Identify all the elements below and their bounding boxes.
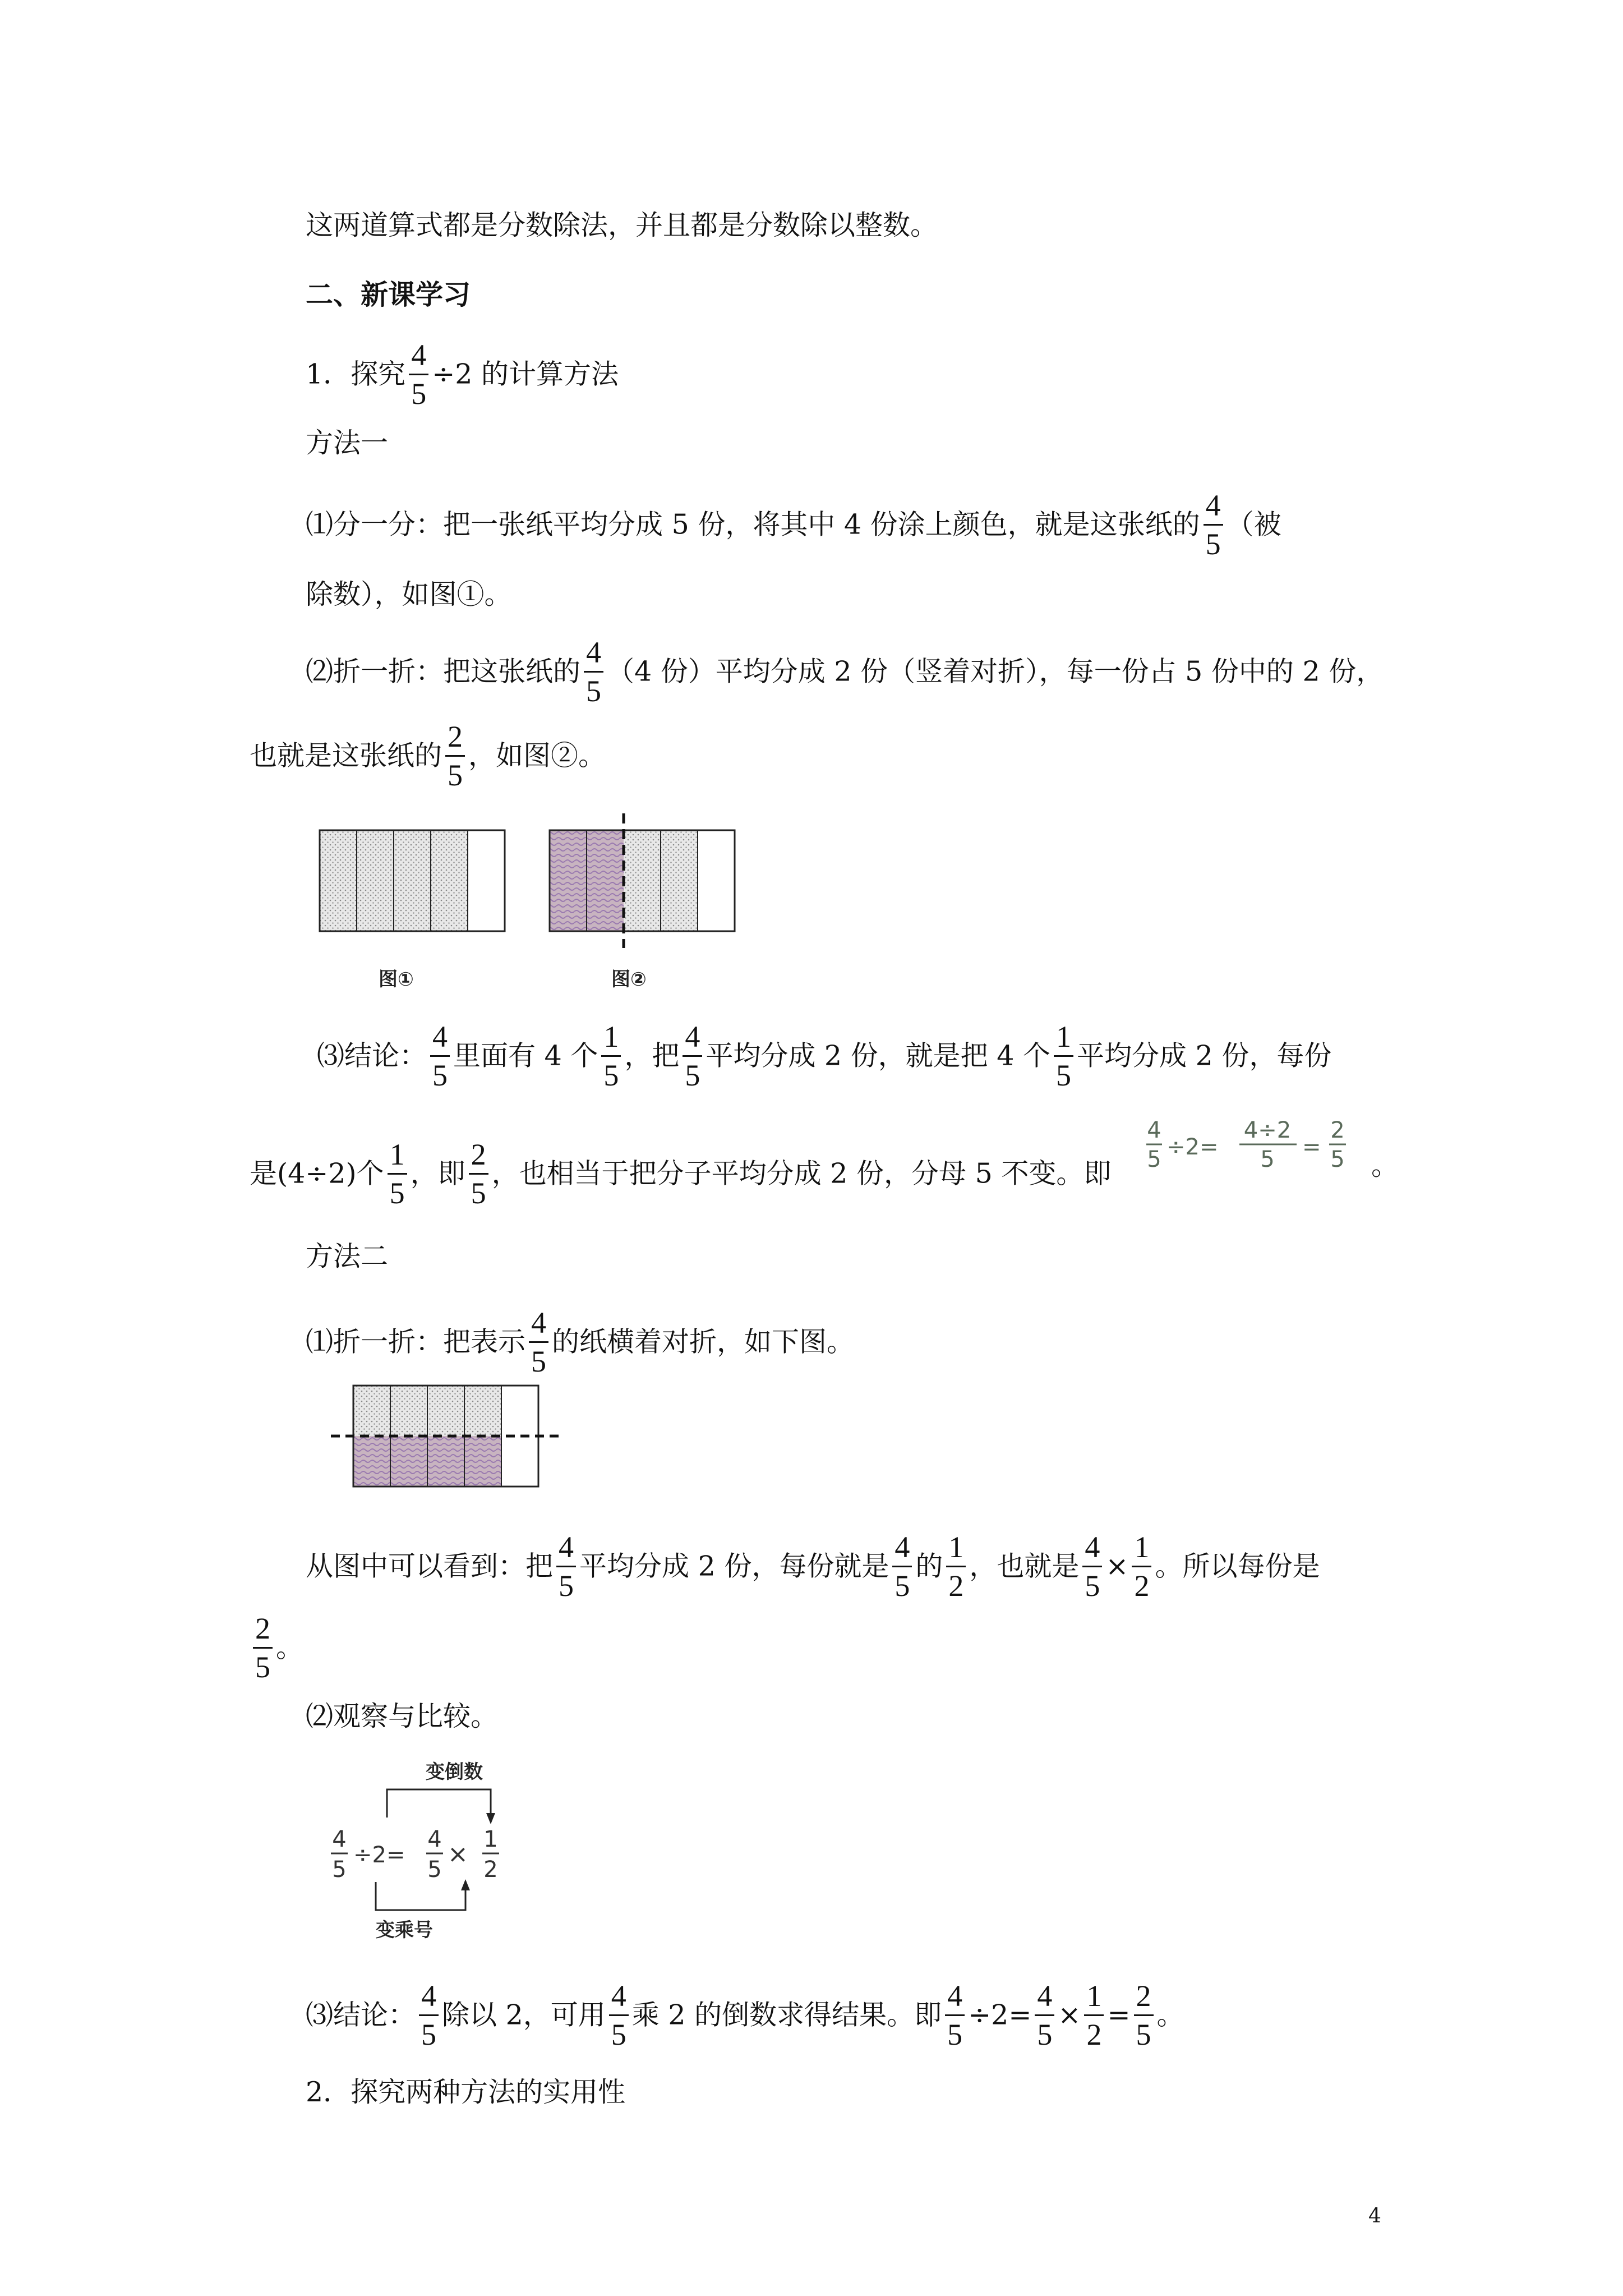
figure-1-caption: 图① xyxy=(379,968,414,991)
equation-period: 。 xyxy=(1371,1149,1399,1181)
section-heading: 二、新课学习 xyxy=(306,278,471,311)
fraction-four-fifths: $\frac{4}{5}$ xyxy=(584,634,603,710)
svg-text:5: 5 xyxy=(1330,1147,1345,1172)
observation-text-cont: $\frac{2}{5}$ 。 xyxy=(250,1610,303,1686)
observation-text: 从图中可以看到：把 $\frac{4}{5}$ 平均分成 2 份，每份就是 $\frac{4}{5}$ 的 $\frac{1}{2}$ ，也就是 $\frac{4}{5}$ × $\frac{1}{2}$ 。所以每份是 xyxy=(306,1529,1320,1604)
horizontal-fold-figure xyxy=(325,1380,572,1498)
svg-text:5: 5 xyxy=(332,1857,347,1883)
paper-figures xyxy=(314,813,740,948)
method-2-fold-text: ⑴折一折：把表示 $\frac{4}{5}$ 的纸横着对折，如下图。 xyxy=(306,1304,854,1380)
svg-text:5: 5 xyxy=(1147,1147,1161,1172)
svg-text:÷2=: ÷2= xyxy=(1166,1134,1219,1160)
svg-text:2: 2 xyxy=(1330,1117,1345,1143)
equation-image xyxy=(1144,1111,1368,1184)
conclusion-1-text: ⑶结论： $\frac{4}{5}$ 里面有 4 个 $\frac{1}{5}$ ，把 $\frac{4}{5}$ 平均分成 2 份，就是把 4 个 $\frac{1}{5}$ 平均分成 2 份，每份 xyxy=(317,1018,1331,1094)
step-divide-text-cont: 除数），如图①。 xyxy=(306,578,512,610)
svg-text:1: 1 xyxy=(483,1826,498,1852)
svg-text:4: 4 xyxy=(427,1826,442,1852)
svg-text:4: 4 xyxy=(1147,1117,1161,1143)
method-1-label: 方法一 xyxy=(306,427,389,459)
step-fold-text-cont: 也就是这张纸的 $\frac{2}{5}$ ，如图②。 xyxy=(250,718,606,794)
diagram-bottom-label: 变乘号 xyxy=(376,1919,433,1941)
conclusion-2-text: ⑶结论： $\frac{4}{5}$ 除以 2，可用 $\frac{4}{5}$ 乘 2 的倒数求得结果。即 $\frac{4}{5}$ ÷2= $\frac{4}{5}$ × $\frac{1}{2}$ = $\frac{2}{5}$ 。 xyxy=(306,1977,1184,2053)
svg-text:5: 5 xyxy=(1260,1147,1275,1172)
svg-text:5: 5 xyxy=(427,1857,442,1883)
svg-text:4: 4 xyxy=(332,1826,347,1852)
page-number: 4 xyxy=(1368,2205,1381,2228)
svg-text:2: 2 xyxy=(483,1857,498,1883)
figure-1 xyxy=(320,830,505,931)
diagram-top-label: 变倒数 xyxy=(426,1761,483,1783)
topic-2-title: 2．探究两种方法的实用性 xyxy=(306,2076,626,2108)
svg-text:=: = xyxy=(1302,1134,1321,1160)
step-fold-text: ⑵折一折：把这张纸的 $\frac{4}{5}$ （4 份）平均分成 2 份（竖着对折），每一份占 5 份中的 2 份， xyxy=(306,634,1384,710)
fraction-four-fifths: $\frac{4}{5}$ xyxy=(409,337,428,412)
svg-text:×: × xyxy=(448,1840,468,1869)
figure-2-caption: 图② xyxy=(611,968,647,991)
conclusion-1-text-cont: 是(4÷2)个 $\frac{1}{5}$ ，即 $\frac{2}{5}$ ，也相当于把分子平均分成 2 份，分母 5 不变。即 xyxy=(250,1136,1111,1212)
intro-text: 这两道算式都是分数除法，并且都是分数除以整数。 xyxy=(306,209,938,241)
method-2-label: 方法二 xyxy=(306,1240,389,1272)
fraction-four-fifths: $\frac{4}{5}$ xyxy=(1204,487,1223,563)
fraction-two-fifths: $\frac{2}{5}$ xyxy=(445,718,465,794)
topic-1-title: 1．探究 $\frac{4}{5}$ ÷2 的计算方法 xyxy=(306,337,619,412)
compare-label: ⑵观察与比较。 xyxy=(306,1700,499,1732)
step-divide-text: ⑴分一分：把一张纸平均分成 5 份，将其中 4 份涂上颜色，就是这张纸的 $\frac{4}{5}$ （被 xyxy=(306,487,1281,563)
svg-text:÷2=: ÷2= xyxy=(353,1842,405,1868)
figure-2 xyxy=(550,813,735,948)
svg-text:4÷2: 4÷2 xyxy=(1243,1117,1292,1143)
comparison-diagram xyxy=(325,1756,561,1941)
